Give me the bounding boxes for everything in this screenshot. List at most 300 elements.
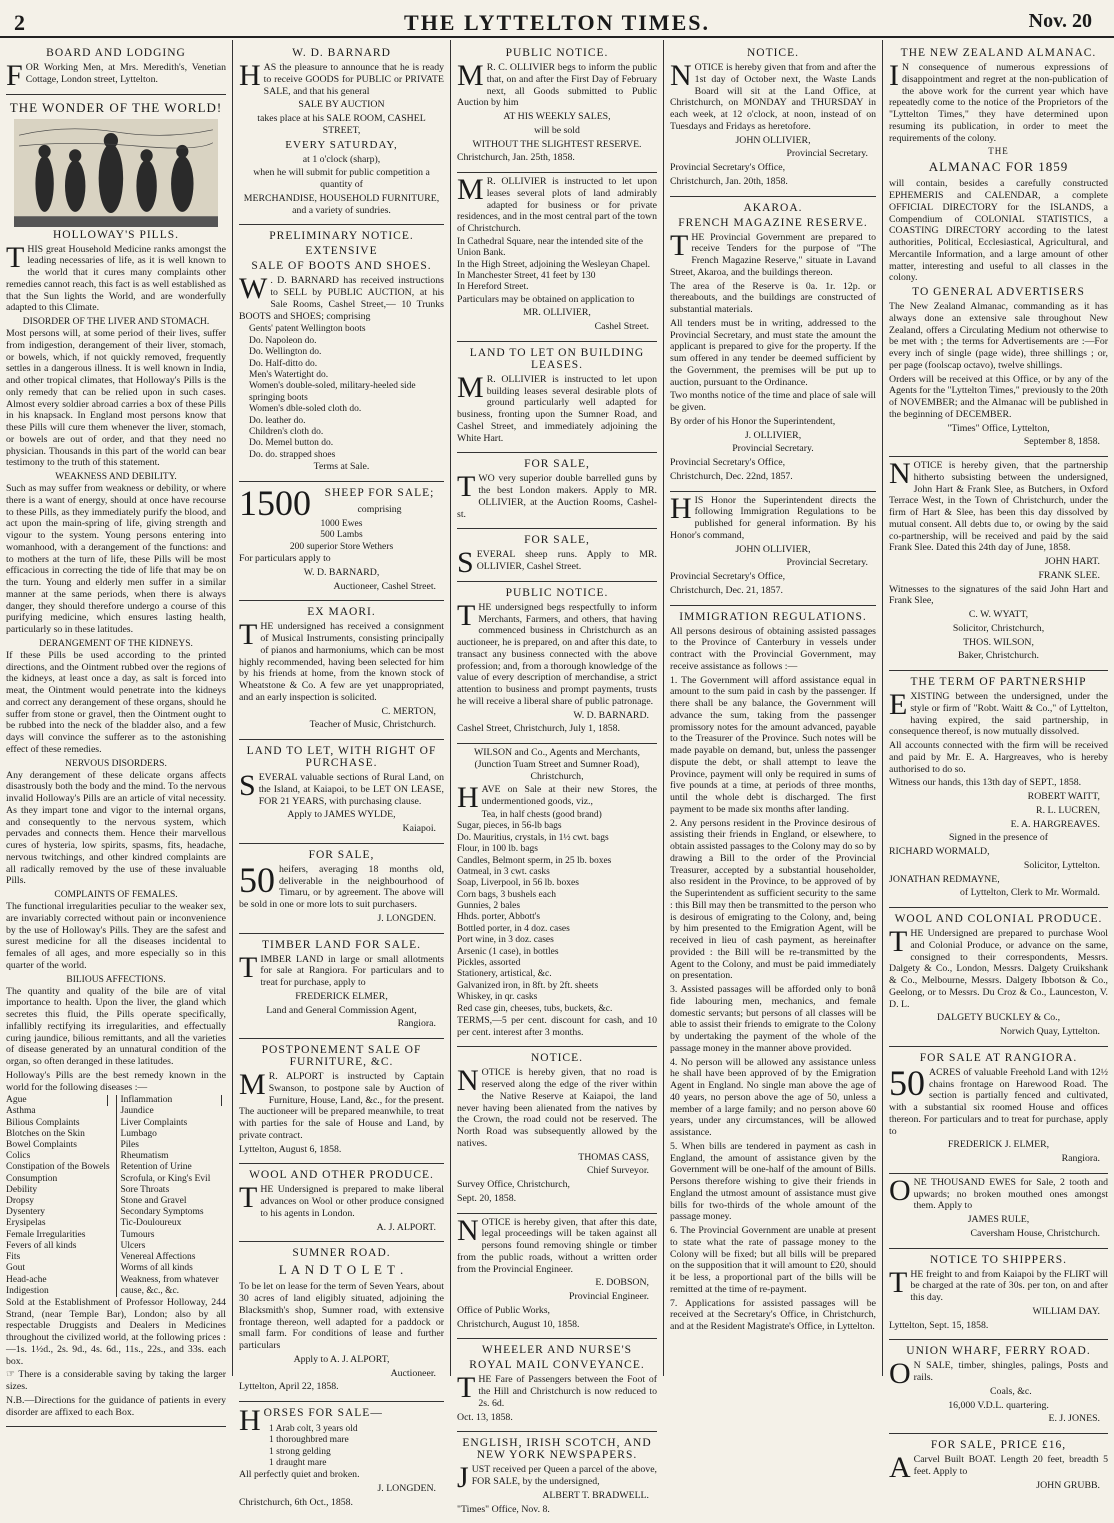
signature-name: E. DOBSON, bbox=[595, 1277, 649, 1289]
ad-postponement bbox=[239, 1039, 444, 1164]
paragraph: will contain, besides a carefully constructed EPHEMERIS and CALENDAR, a complete OFFICIAL DIRECTORY for the ISLANDS, a Compendium of COLONIAL STATISTICS, a COASTING DIRECTORY according to the latest authorities, Political, Ecclesiastical, Agricultural, and Mercantile Information, and a large amount of other matter, interesting and useful to all classes in the colony. bbox=[889, 178, 1108, 284]
ad-body: OR Working Men, at Mrs. Meredith's, Venetian Cottage, London street, Lyttelton. bbox=[25, 62, 226, 85]
drop-cap: N bbox=[457, 1064, 479, 1098]
paragraph: 4. No person will be allowed any assistance unless he shall have been approved of by the Emigration Agent in England. No single man above the age of 40 years, no person above the age of 50, unless a member of a large family; and no person above 60 years, under any circumstances, will be allowed assistance. bbox=[670, 1056, 876, 1138]
paragraph: All persons desirous of obtaining assisted passages to the Province of Canterbury in vessels under contract with the Provincial Government, may receive assistance as follows :— bbox=[670, 625, 876, 672]
column-2 bbox=[233, 40, 450, 1508]
ad-subheading: THE bbox=[988, 146, 1009, 157]
line: takes place at his SALE ROOM, CASHEL STREET, bbox=[257, 113, 426, 136]
paragraph: 6. The Provincial Government are unable at present to state what the rate of passage money to the Colony will be fixed; but all bills will be prepared on the supposition that it will amount to £20, should it be less, a proportional part of the bills will be remitted at the time of re-payment. bbox=[670, 1225, 876, 1295]
ailments-column-b bbox=[121, 1095, 227, 1297]
paragraph: Any derangement of these delicate organs affects disastrously both the body and the mind. To the nervous invalid Holloway's Pills are an article of vital necessity. As they impart tone and vigor to the internal organs, and consequently to the nervous system, which pervades and connects them. Hence their marvellous cures of hysteria, low spirits, spasms, fits, headache, nervous twitchings, and other kindred complaints are all radically removed by the use of these invaluable Pills. bbox=[6, 769, 226, 887]
ad-superintendent bbox=[670, 492, 876, 606]
signature-title: Rangiora. bbox=[397, 1018, 436, 1030]
drop-cap: O bbox=[889, 1357, 911, 1391]
ad-notice-dobson bbox=[457, 1214, 657, 1340]
signature-name: J. LONGDEN. bbox=[377, 912, 436, 924]
drop-cap: S bbox=[457, 546, 474, 580]
ad-dissolution bbox=[889, 457, 1108, 671]
list-item: Tic-Douloureux bbox=[120, 1218, 182, 1229]
ad-ewes bbox=[889, 1174, 1108, 1249]
ad-sumner-road bbox=[239, 1242, 444, 1402]
list-item: Consumption bbox=[6, 1173, 58, 1184]
line: at 1 o'clock (sharp), bbox=[302, 153, 381, 165]
ad-heading: LAND TO LET ON BUILDING LEASES. bbox=[469, 346, 645, 371]
ad-sheep bbox=[239, 482, 444, 601]
ad-body: IS Honor the Superintendent directs the following Immigration Regulations to be published for general information. By his Honor's command, bbox=[670, 494, 876, 541]
section-heading: COMPLAINTS OF FEMALES. bbox=[54, 890, 178, 900]
signature-title: Solicitor, Christchurch, bbox=[952, 622, 1045, 634]
list-item: Do. Half-ditto do. bbox=[249, 358, 318, 369]
paragraph: By order of his Honor the Superintendent, bbox=[670, 415, 836, 427]
ad-heading: NOTICE TO SHIPPERS. bbox=[929, 1253, 1068, 1266]
drop-cap: N bbox=[889, 457, 911, 490]
paragraph: Witnesses to the signatures of the said John Hart and Frank Slee, bbox=[889, 583, 1108, 607]
list-item: Retention of Urine bbox=[120, 1162, 192, 1173]
page-number: 2 bbox=[14, 10, 25, 35]
signature-name: THOS. WILSON, bbox=[963, 636, 1034, 648]
date-line: Christchurch, August 10, 1858. bbox=[457, 1318, 580, 1330]
ad-body: ACRES of valuable Freehold Land with 12½ chains frontage on Harewood Road. The section is partially fenced and cultivated, with a substantial six roomed House and offices thereon. For particulars and to treat for purchase, apply to bbox=[889, 1066, 1108, 1137]
drop-cap: J bbox=[457, 1461, 469, 1495]
signature-title: Solicitor, Lyttelton. bbox=[1023, 859, 1100, 871]
list-item: In Hereford Street. bbox=[457, 282, 529, 293]
date-line: Cashel Street, Christchurch, July 1, 1858. bbox=[457, 723, 620, 735]
ad-wilson bbox=[457, 744, 657, 1047]
list-item: 1000 Ewes bbox=[320, 518, 363, 529]
item-list bbox=[457, 237, 657, 294]
ad-heading: FOR SALE, bbox=[308, 848, 375, 861]
ad-heading: NOTICE. bbox=[530, 1052, 584, 1065]
list-item: Do. do. strapped shoes bbox=[249, 449, 336, 460]
list-item: Dysentery bbox=[6, 1207, 46, 1218]
drop-cap: H bbox=[239, 59, 261, 92]
list-item: Blotches on the Skin bbox=[6, 1128, 85, 1139]
list-item: 1 strong gelding bbox=[269, 1446, 331, 1457]
signature-title: Auctioneer, Cashel Street. bbox=[333, 580, 436, 592]
list-item: Sugar, pieces, in 56-lb bags bbox=[457, 821, 562, 832]
masthead bbox=[0, 0, 1114, 38]
signature-name: MR. OLLIVIER, bbox=[523, 307, 591, 319]
newspaper-title: THE LYTTELTON TIMES. bbox=[404, 10, 710, 35]
line: Terms at Sale. bbox=[313, 461, 370, 473]
section-heading: WEAKNESS AND DEBILITY. bbox=[55, 472, 177, 482]
ad-heading: PRELIMINARY NOTICE. bbox=[269, 230, 414, 243]
paragraph: All tenders must be in writing, addressed to the Provincial Secretary, and must state the amount the applicant is prepared to give for the property. If the sum offered in any tender be deemed sufficient by the Government, the premises will be put up to auction, pursuant to the Ordinance. bbox=[670, 317, 876, 388]
ad-akaroa bbox=[670, 197, 876, 492]
item-list bbox=[239, 1424, 444, 1470]
item-list bbox=[239, 324, 444, 461]
list-item: Gents' patent Wellington boots bbox=[249, 324, 366, 335]
ad-almanac bbox=[889, 42, 1108, 457]
ad-boat bbox=[889, 1434, 1108, 1499]
list-item: In the High Street, adjoining the Wesleyan Chapel. bbox=[457, 259, 650, 270]
big-number: 1500 bbox=[239, 482, 311, 523]
line: Particulars may be obtained on application to bbox=[457, 293, 635, 305]
ad-body: N consequence of numerous expressions of disappointment and regret at the non-publication of the above work for the current year which have repeatedly come to the notice of the Proprietors of the "Lyttelton Times," they have determined upon resuming its publication, in order to meet the requirements of the colony. bbox=[889, 62, 1108, 144]
ailments-list bbox=[6, 1095, 226, 1297]
signature-name: DALGETY BUCKLEY & Co., bbox=[936, 1012, 1061, 1024]
drop-cap: H bbox=[457, 781, 479, 815]
ad-body: All perfectly quiet and broken. bbox=[239, 1469, 360, 1481]
column-3 bbox=[451, 40, 663, 1515]
line: For particulars apply to bbox=[239, 553, 331, 565]
ad-newspapers bbox=[457, 1432, 657, 1523]
paragraph: Orders will be received at this Office, or by any of the Agents for the "Lyttelton Times," previously to the 20th of NOVEMBER; and the Almanac will be published in the beginning of DECEMBER. bbox=[889, 373, 1108, 420]
list-item: Pickles, assorted bbox=[457, 958, 521, 969]
list-item: Fits bbox=[6, 1252, 21, 1263]
ad-heading: FOR SALE, PRICE £16, bbox=[930, 1439, 1067, 1451]
paragraph: 7. Applications for assisted passages will be received at the Secretary's Office, in Christchurch, and at the Resident Magistrate's Office, in Lyttelton. bbox=[670, 1297, 876, 1332]
ad-body: HE Fare of Passengers between the Foot of the Hill and Christchurch is now reduced to 2s. 6d. bbox=[478, 1374, 657, 1409]
drop-cap: T bbox=[239, 618, 258, 652]
ad-timber-land bbox=[239, 934, 444, 1040]
list-item: Secondary Symptoms bbox=[120, 1207, 204, 1218]
signature-name: R. L. LUCREN, bbox=[1036, 804, 1100, 816]
list-item: Women's double-soled, military-heeled side springing boots bbox=[249, 381, 416, 403]
list-item: Do. Mauritius, crystals, in 1½ cwt. bags bbox=[457, 832, 609, 843]
paragraph: 5. When bills are tendered in payment as cash in England, the amount of assistance given by the Government will be one-half of the amount of Bills. Persons therefore wishing to give their friends in England the utmost amount of assistance must give bills for two-thirds of the whole amount of the passage money. bbox=[670, 1140, 876, 1223]
ad-body: OTICE is hereby given, that no road is reserved along the edge of the river within the Native Reserve at Kaiapoi, the land never having been alienated from the natives by the Crown, the road could not be reserved. The North Road was subsequently allowed by the natives. bbox=[457, 1067, 657, 1149]
drop-cap: I bbox=[889, 59, 899, 92]
drop-cap: A bbox=[889, 1451, 911, 1484]
signature-title: Chief Surveyor. bbox=[586, 1165, 649, 1177]
list-item: In Manchester Street, 41 feet by 130 bbox=[457, 270, 596, 281]
ad-immigration bbox=[670, 606, 876, 1341]
signature-title: Cashel Street. bbox=[594, 321, 649, 333]
signature-name: FREDERICK J. ELMER, bbox=[947, 1139, 1050, 1151]
list-item: Stationery, artistical, &c. bbox=[457, 969, 552, 980]
ad-body: HE undersigned begs respectfully to inform Merchants, Farmers, and others, that having commenced business in Christchurch as an auctioneer, he is prepared, on and after this date, to transact any business connected with the above profession; and, from a thorough knowledge of the value of every description of merchandise, a strict attention to business and prompt payments, trusts he will receive a liberal share of public patronage. bbox=[457, 601, 657, 707]
ad-heading: AKAROA. bbox=[743, 201, 803, 214]
line: comprising bbox=[357, 503, 402, 515]
line: Signed in the presence of bbox=[948, 832, 1049, 844]
paragraph: Sold at the Establishment of Professor Holloway, 244 Strand, (near Temple Bar), London; also by all respectable Druggists and Dealers in Medicines throughout the civilized world, at the following prices :—1s. 1½d., 2s. 9d., 4s. 6d., 11s., 22s., and 33s. each box. bbox=[6, 1296, 226, 1367]
drop-cap: H bbox=[670, 491, 692, 525]
paragraph: Two months notice of the time and place of sale will be given. bbox=[670, 390, 876, 413]
date-line: Christchurch, Jan. 20th, 1858. bbox=[670, 175, 788, 187]
list-item: Arsenic (1 case), in bottles bbox=[457, 946, 559, 957]
signature-title: of Lyttelton, Clerk to Mr. Wormald. bbox=[960, 887, 1100, 899]
signature-name: WILLIAM DAY. bbox=[1032, 1305, 1100, 1317]
column-5 bbox=[883, 40, 1114, 1491]
paragraph: The quantity and quality of the bile are of vital importance to health. Upon the liver, the gland which secretes this fluid, the Pills operate specifically, infallibly rectifying its irregularities, and effectually curing jaundice, bilious remittants, and all the varieties of disease generated by an unnatural condition of the organ, so often deranged in these latitudes. bbox=[6, 985, 226, 1067]
ad-heading: LAND TO LET, WITH RIGHT OF PURCHASE. bbox=[246, 745, 437, 770]
ad-body: . D. BARNARD has received instructions to SELL by PUBLIC AUCTION, at his Sale Rooms, Cashel Street,— 10 Trunks BOOTS and SHOES; comprising bbox=[239, 275, 444, 322]
drop-cap: T bbox=[457, 1371, 476, 1405]
section-heading: NERVOUS DISORDERS. bbox=[65, 758, 167, 769]
line: AT HIS WEEKLY SALES, bbox=[503, 111, 611, 122]
date-line: September 8, 1858. bbox=[1023, 436, 1100, 448]
ad-heading: POSTPONEMENT SALE OF FURNITURE, &C. bbox=[261, 1044, 422, 1069]
list-item: Female Irregularities bbox=[6, 1229, 86, 1240]
drop-cap: E bbox=[889, 688, 908, 721]
date-line: Lyttelton, Sept. 15, 1858. bbox=[889, 1319, 989, 1331]
ad-public-notice-ollivier bbox=[457, 42, 657, 173]
paragraph: The area of the Reserve is 0a. 1r. 12p. or thereabouts, and the buildings are constructed of substantial materials. bbox=[670, 280, 876, 315]
line: when he will submit for public competition a quantity of bbox=[253, 167, 430, 191]
ad-heading: THE TERM OF PARTNERSHIP bbox=[910, 676, 1087, 688]
ad-horses bbox=[239, 1402, 444, 1517]
ad-body: HE Undersigned is prepared to make liberal advances on Wool or other produce consigned to his agents in London. bbox=[260, 1184, 444, 1219]
big-number: 50 bbox=[889, 1062, 925, 1103]
list-item: Worms of all kinds bbox=[120, 1263, 193, 1274]
paragraph: If these Pills be used according to the printed directions, and the Ointment rubbed over the regions of the kidneys, at least once a day, as salt is forced into meat, the Ointment would penetrate into the kidneys and correct any derangement of these organs, should he suffer from stone or gravel, then the Ointment ought to be rubbed into the neck of the bladder also, and a few days will convince the sufferer as to the astonishing effect of these remedies. bbox=[6, 649, 226, 755]
list-item: Liver Complaints bbox=[120, 1117, 188, 1128]
list-item: Men's Watertight do. bbox=[249, 370, 329, 380]
ad-building-leases bbox=[457, 342, 657, 454]
office-line: Survey Office, Christchurch, bbox=[457, 1179, 570, 1191]
paragraph: 1. The Government will afford assistance equal in amount to the sum paid in cash by the passenger. If there shall be any balance, the Government will advance the sum, taking from the passenger promissory notes for the amount advanced, payable to the Treasurer of the Province. Such notes will be made payable on demand, but, unless the passenger dispute the debt, or shall attempt to leave the Province, payment will only be required in sums of five pounds at a time, at periods of three months, until the whole debt is discharged. The first payment to be made six months after landing. bbox=[670, 674, 876, 815]
ad-heifers bbox=[239, 844, 444, 934]
list-item: Lumbago bbox=[120, 1128, 157, 1139]
ad-heading: WOOL AND OTHER PRODUCE. bbox=[249, 1169, 434, 1182]
list-item: Ague bbox=[6, 1095, 108, 1106]
ad-land-to-let bbox=[239, 740, 444, 844]
ad-heading: NOTICE. bbox=[746, 47, 800, 59]
section-heading: BILIOUS AFFECTIONS. bbox=[66, 974, 166, 985]
line: MERCHANDISE, HOUSEHOLD FURNITURE, and a variety of sundries. bbox=[243, 192, 440, 216]
signature-name: J. LONGDEN. bbox=[377, 1483, 436, 1495]
signature-name: W. D. BARNARD, bbox=[303, 566, 380, 578]
ad-heading: PUBLIC NOTICE. bbox=[505, 586, 609, 599]
signature-name: C. MERTON, bbox=[381, 705, 436, 717]
ad-holloway bbox=[6, 95, 226, 1428]
list-item: Stone and Gravel bbox=[120, 1196, 187, 1207]
ailments-column-a bbox=[6, 1095, 117, 1297]
list-item: Candles, Belmont sperm, in 25 lb. boxes bbox=[457, 855, 612, 866]
paragraph: 2. Any persons resident in the Province desirous of assisting their friends in England, or elsewhere, to obtain assisted passages to the Colony may do so by drawing a Bill to the order of the Provincial Treasurer, accepted by a substantial householder, also resident in the Province, to be approved of by the Superintendent as sufficient security to the same : this Bill may then be transmitted to the person who is desirous of emigrating to the Colony, and, being by him presented to the Emigration Agent, will be received in lieu of cash payment, as hereinafter provided : the Bill will be re-transmitted by the Agent to the Colony, and must be paid immediately on presentation. bbox=[670, 817, 876, 982]
list-item: Ulcers bbox=[120, 1240, 146, 1251]
ad-body: AS the pleasure to announce that he is ready to receive GOODS for PUBLIC or PRIVATE SALE, and that his general bbox=[263, 62, 444, 97]
ad-body: R. OLLIVIER is instructed to let upon leases several plots of land admirably adapted for business or for private residences, and in the most central part of the town of Christchurch. bbox=[457, 176, 657, 234]
list-item: Erysipelas bbox=[6, 1218, 46, 1229]
ad-body: Carvel Built BOAT. Length 20 feet, breadth 5 feet. Apply to bbox=[913, 1454, 1108, 1477]
list-item: Inflammation bbox=[121, 1095, 223, 1106]
ad-shippers bbox=[889, 1249, 1108, 1341]
list-item: Piles bbox=[120, 1140, 139, 1151]
signature-title: Kaiapoi. bbox=[402, 823, 436, 835]
ad-body: NE THOUSAND EWES for Sale, 2 tooth and upwards; no broken mouthed ones amongst them. Apply to bbox=[913, 1176, 1108, 1212]
ad-body: OTICE is hereby given, that after this date, legal proceedings will be taken against all persons found removing shingle or timber from the public roads, without a written order from the Provincial Engineer. bbox=[457, 1216, 657, 1275]
drop-cap: T bbox=[457, 470, 476, 504]
signature-title: Provincial Secretary. bbox=[786, 148, 868, 160]
drop-cap: T bbox=[6, 240, 25, 274]
paragraph: The functional irregularities peculiar to the weaker sex, are invariably corrected without pain or inconvenience by the use of Holloway's Pills. They are the safest and surest medicine for all the diseases incidental to females of all ages, and more especially so in this quarter of the world. bbox=[6, 901, 226, 971]
signature-name: A. J. ALPORT. bbox=[376, 1221, 436, 1233]
signature-name: ROBERT WAITT, bbox=[1027, 791, 1100, 802]
list-item: Indigestion bbox=[6, 1285, 49, 1296]
signature-name: JAMES RULE, bbox=[967, 1214, 1030, 1225]
ad-heading: THE NEW ZEALAND ALMANAC. bbox=[900, 47, 1097, 59]
list-item: Gout bbox=[6, 1263, 25, 1274]
paragraph: All accounts connected with the firm will be received and paid by Mr. E. A. Hargreaves, who is hereby authorised to do so. bbox=[889, 740, 1108, 775]
ad-heading: SHEEP FOR SALE; bbox=[324, 486, 435, 499]
drop-cap: T bbox=[889, 1265, 908, 1299]
line: SALE BY AUCTION bbox=[298, 99, 385, 111]
signature-name: JOHN OLLIVIER, bbox=[735, 543, 811, 555]
drop-cap: M bbox=[239, 1068, 266, 1102]
ad-body: XISTING between the undersigned, under the style or firm of "Robt. Waitt & Co.," of Lyttelton, having expired, the said partnership, in consequence thereof, is now mutually dissolved. bbox=[889, 691, 1108, 738]
signature-name: C. W. WYATT, bbox=[968, 609, 1029, 620]
ad-heading: FOR SALE, bbox=[524, 534, 590, 547]
line: EVERY SATURDAY, bbox=[285, 138, 398, 151]
ad-sheep-runs bbox=[457, 529, 657, 582]
signature-name: E. A. HARGREAVES. bbox=[1010, 818, 1100, 830]
ad-wool bbox=[239, 1164, 444, 1242]
paragraph: N.B.—Directions for the guidance of patients in every disorder are affixed to each Box. bbox=[6, 1394, 226, 1418]
office-line: Office of Public Works, bbox=[457, 1304, 550, 1316]
ad-subheading: ALMANAC FOR 1859 bbox=[928, 159, 1069, 175]
list-item: 1 Arab colt, 3 years old bbox=[269, 1423, 358, 1434]
ad-heading: HOLLOWAY'S PILLS. bbox=[53, 228, 179, 241]
ad-heading: ORSES FOR SALE— bbox=[263, 1407, 383, 1420]
signature-title: Auctioneer. bbox=[390, 1367, 436, 1379]
woodcut-illustration bbox=[14, 119, 218, 227]
list-item: Port wine, in 3 doz. cases bbox=[457, 935, 554, 946]
ad-body: IMBER LAND in large or small allotments for sale at Rangiora. For particulars and to treat for purchase, apply to bbox=[260, 953, 444, 989]
signature-title: Provincial Secretary. bbox=[732, 443, 814, 455]
ad-subheading: L A N D T O L E T . bbox=[278, 1262, 405, 1278]
ad-subheading: TO GENERAL ADVERTISERS bbox=[912, 286, 1085, 298]
ad-body: AVE on Sale at their new Stores, the undermentioned goods, viz., bbox=[481, 784, 657, 808]
drop-cap: F bbox=[6, 59, 23, 92]
signature-name: J. OLLIVIER, bbox=[744, 429, 802, 441]
list-item: Children's cloth do. bbox=[249, 426, 324, 437]
office-line: Provincial Secretary's Office, bbox=[670, 162, 786, 173]
line: Apply to JAMES WYLDE, bbox=[287, 809, 396, 821]
list-item: 1 thoroughbred mare bbox=[269, 1435, 349, 1446]
paragraph: Most persons will, at some period of their lives, suffer from indigestion, derangement of their liver, stomach, or bowels, which, if not quickly removed, frequently settles in a dangerous illness. It is well known in India, and other tropical climates, that Holloway's Pills is the only remedy that can be relied upon in such cases. Almost every soldier abroad carries a box of these Pills in his knapsack. In England most persons know that these Pills will cure them whenever the liver, stomach, or bowels are out of order, and that they need no physician. Thousands in this part of the world can bear testimony to the truth of this statement. bbox=[6, 328, 226, 469]
ad-heading: WHEELER AND NURSE'S bbox=[481, 1344, 633, 1357]
signature-title: Land and General Commission Agent, bbox=[266, 1004, 417, 1016]
issue-date: Nov. 20 bbox=[1028, 10, 1092, 32]
drop-cap: T bbox=[670, 228, 689, 262]
list-item: Colics bbox=[6, 1151, 31, 1162]
line: WITHOUT THE SLIGHTEST RESERVE. bbox=[472, 138, 642, 150]
line: will be sold bbox=[534, 124, 580, 136]
ad-heading: ENGLISH, IRISH SCOTCH, AND NEW YORK NEWSPAPERS. bbox=[462, 1437, 652, 1462]
line: TERMS,—5 per cent. discount for cash, and 10 per cent. interest after 3 months. bbox=[457, 1014, 657, 1038]
ad-prelim-notice bbox=[239, 225, 444, 481]
list-item: Dropsy bbox=[6, 1196, 34, 1207]
item-list bbox=[457, 810, 657, 1015]
list-item: Red case gin, cheeses, tubs, buckets, &c. bbox=[457, 1003, 613, 1014]
ad-heading: THE WONDER OF THE WORLD! bbox=[9, 99, 223, 115]
line: Apply to A. J. ALPORT, bbox=[293, 1353, 390, 1365]
signature-title: Rangiora. bbox=[1061, 1153, 1100, 1164]
list-item: Jaundice bbox=[120, 1106, 154, 1117]
signature-name: RICHARD WORMALD, bbox=[889, 846, 990, 857]
signature-title: Norwich Quay, Lyttelton. bbox=[999, 1026, 1100, 1037]
ad-leases bbox=[457, 173, 657, 342]
date-line: Christchurch, 6th Oct., 1858. bbox=[239, 1496, 354, 1508]
office-line: Provincial Secretary's Office, bbox=[670, 571, 786, 582]
list-item: Venereal Affections bbox=[120, 1252, 196, 1263]
list-item: 1 draught mare bbox=[269, 1458, 327, 1469]
signature-name: JOHN OLLIVIER, bbox=[735, 134, 811, 146]
list-item: Sore Throats bbox=[120, 1184, 170, 1195]
paragraph: The New Zealand Almanac, commanding as it has always done an extensive sale throughout New Zealand, offers a Circulating Medium not otherwise to be met with ; the terms for Advertisements are :—For every inch of single (page wide), three shillings ; or, per page (foolscap octavo), twelve shillings. bbox=[889, 301, 1108, 371]
signature-title: Provincial Engineer. bbox=[569, 1291, 649, 1303]
list-item: Do. Napoleon do. bbox=[249, 335, 317, 346]
drop-cap: M bbox=[457, 370, 484, 404]
section-heading: DERANGEMENT OF THE KIDNEYS. bbox=[39, 638, 193, 649]
ad-body: UST received per Queen a parcel of the above, FOR SALE, by the undersigned, bbox=[471, 1464, 657, 1488]
signature-name: THOMAS CASS, bbox=[578, 1151, 649, 1163]
paragraph: 3. Assisted passages will be afforded only to bonâ fide labouring men, mechanics, and female domestic servants; but persons of all classes will be able to assist their friends to emigrate to the Colony by undertaking the payment of the whole of the passage money in the manner above provided. bbox=[670, 984, 876, 1054]
list-item: Tea, in half chests (good brand) bbox=[481, 809, 602, 820]
signature-title: Teacher of Music, Christchurch. bbox=[309, 719, 436, 731]
list-item: Do. Memel button do. bbox=[249, 438, 334, 449]
date-line: Christchurch, Dec. 21, 1857. bbox=[670, 584, 783, 596]
drop-cap: N bbox=[457, 1213, 479, 1247]
ad-board-lodging bbox=[6, 42, 226, 95]
list-item: Women's dble-soled cloth do. bbox=[249, 404, 362, 415]
paragraph: Such as may suffer from weakness or debility, or where there is a want of energy, should at once have recourse to these Pills, as they immediately purify the blood, and act upon the main-spring of life, giving strength and vigour to the system. Young persons entering into womanhood, with a derangement of the functions: and to mothers at the turn of life, these Pills will be most efficacious in correcting the tide of life that may be on the turn. Young and elderly men suffer in a similar manner at the same periods, when there is always danger, they should therefore undergo a course of this purifying medicine, which ensures lasting health, particularly so in these latitudes. bbox=[6, 483, 226, 635]
list-item: In Cathedral Square, near the intended site of the Union Bank. bbox=[457, 236, 643, 259]
ad-term-partnership bbox=[889, 671, 1108, 908]
ad-ex-maori bbox=[239, 601, 444, 740]
date-line: Lyttelton, August 6, 1858. bbox=[239, 1143, 342, 1155]
drop-cap: W bbox=[239, 272, 268, 306]
ad-subheading: EXTENSIVE bbox=[305, 245, 378, 258]
ad-body: HIS great Household Medicine ranks amongst the leading necessaries of life, as it is well known to the world that it cures many complaints other remedies cannot reach, this fact is as well established as that the Sun lights the World, and are wonderfully adapted to this Climate. bbox=[6, 243, 226, 314]
signature-title: Baker, Christchurch. bbox=[958, 650, 1039, 662]
ad-heading: WOOL AND COLONIAL PRODUCE. bbox=[894, 913, 1103, 925]
signature-name: JOHN GRUBB. bbox=[1036, 1479, 1100, 1491]
signature-name: FREDERICK ELMER, bbox=[295, 990, 388, 1002]
ad-body: WO very superior double barrelled guns by the best London makers. Apply to MR. OLLIVIER, at the Auction Rooms, Cashel-st. bbox=[457, 473, 657, 520]
date-line: Lyttelton, April 22, 1858. bbox=[239, 1381, 339, 1393]
drop-cap: N bbox=[670, 59, 692, 92]
ad-body: HE freight to and from Kaiapoi by the FLIRT will be charged at the rate of 30s. per ton, on and after this day. bbox=[910, 1268, 1108, 1303]
drop-cap: T bbox=[239, 950, 258, 984]
column-1 bbox=[0, 40, 232, 1418]
list-item: Flour, in 100 lb. bags bbox=[457, 844, 538, 855]
list-item: Whiskey, in qr. casks bbox=[457, 992, 538, 1003]
ad-subheading: ROYAL MAIL CONVEYANCE. bbox=[469, 1359, 645, 1372]
column-4 bbox=[664, 40, 882, 1376]
ad-waste-lands-notice bbox=[670, 42, 876, 197]
ad-body: HE Undersigned are prepared to purchase Wool and Colonial Produce, or advance on the same, consigned to their correspondents, Messrs. Dalgety & Co., London, Messrs. Dalgety Cruikshank & Co., Melbourne, Messrs. Dalgety Ibbotson & Co., Geelong, or to Messrs. Du Croz & Co., Launceston, V. D. L. bbox=[889, 928, 1108, 1010]
ad-union-wharf bbox=[889, 1340, 1108, 1434]
list-item: Bowel Complaints bbox=[6, 1140, 77, 1151]
paragraph: Holloway's Pills are the best remedy known in the world for the following diseases :— bbox=[6, 1069, 226, 1093]
list-item: Scrofula, or King's Evil bbox=[120, 1173, 211, 1184]
ad-heading: UNION WHARF, FERRY ROAD. bbox=[906, 1345, 1091, 1358]
list-item: 500 Lambs bbox=[320, 530, 363, 541]
ad-body: OTICE is hereby given, that the partnership hitherto subsisting between the undersigned, John Hart & Frank Slee, as Butchers, in Oxford Terrace West, in the Town of Christchurch, under the firm of Hart & Slee, has been this day dissolved by mutual consent. All debts due to, or owing by the said co-partnership, will be received and paid by the said Frank Slee. Dated this 24th day of June, 1858. bbox=[889, 460, 1108, 554]
item-list bbox=[239, 519, 444, 553]
ad-heading: TIMBER LAND FOR SALE. bbox=[261, 938, 421, 951]
ad-heading: WILSON and Co., Agents and Merchants, (Junction Tuam Street and Sumner Road), Christchurch, bbox=[474, 747, 640, 782]
drop-cap: S bbox=[239, 769, 256, 803]
ad-heading: IMMIGRATION REGULATIONS. bbox=[679, 610, 867, 623]
ad-heading: FOR SALE AT RANGIORA. bbox=[919, 1051, 1078, 1064]
list-item: Debility bbox=[6, 1184, 38, 1195]
list-item: Tumours bbox=[120, 1229, 155, 1240]
drop-cap: H bbox=[239, 1404, 261, 1438]
list-item: Galvanized iron, in 8ft. by 2ft. sheets bbox=[457, 980, 599, 991]
signature-title: Provincial Secretary. bbox=[786, 557, 868, 569]
signature-name: JONATHAN REDMAYNE, bbox=[889, 873, 1000, 885]
signature-title: Caversham House, Christchurch. bbox=[970, 1227, 1100, 1239]
drop-cap: T bbox=[239, 1181, 258, 1215]
list-item: Bottled porter, in 4 doz. cases bbox=[457, 923, 570, 934]
list-item: Asthma bbox=[6, 1106, 36, 1117]
ad-heading: W. D. BARNARD bbox=[292, 47, 391, 59]
